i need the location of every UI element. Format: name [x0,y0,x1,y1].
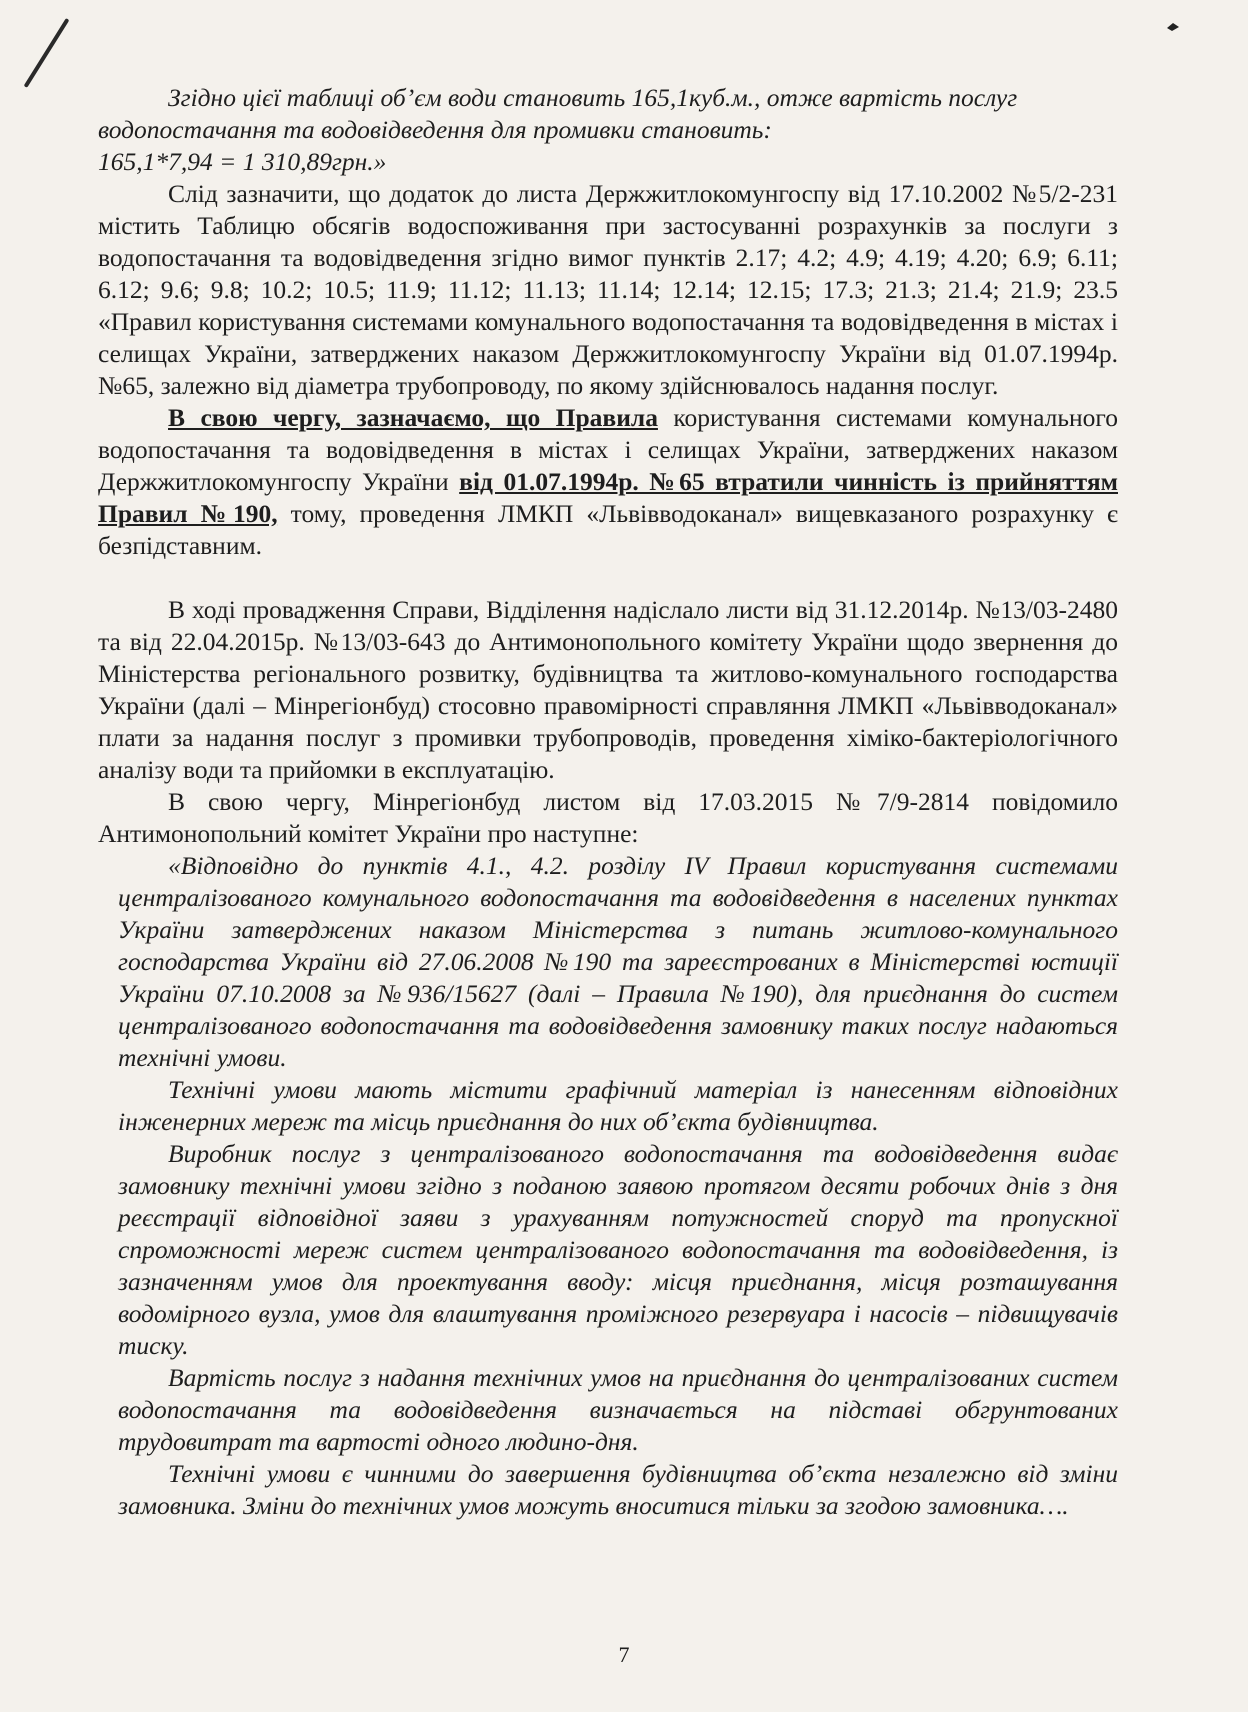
bold-underlined-text: від 01.07.1994р. №65 втратили чинність із прийняттям Правил №190, [98,467,1118,528]
quote-line: 165,1*7,94 = 1 310,89грн.» [98,147,387,176]
paragraph: Слід зазначити, що додаток до листа Держжитлокомунгоспу від 17.10.2002 №5/2-231 містить Таблицю обсягів водоспоживання при застосуванні розрахунків за послуги з водопостачання та водовідведення згідно вимог пунктів 2.17; 4.2; 4.9; 4.19; 4.20; 6.9; 6.11; 6.12; 9.6; 9.8; 10.2; 10.5; 11.9; 11.12; 11.13; 11.14; 12.14; 12.15; 17.3; 21.3; 21.4; 21.9; 23.5 «Правил користування системами комунального водопостачання та водовідведення в містах і селищах України, затверджених наказом Держжитлокомунгоспу України від 01.07.1994р. №65, залежно від діаметра трубопроводу, по якому здійснювалось надання послуг. [98,179,1118,400]
quote-paragraph: Вартість послуг з надання технічних умов на приєднання до централізованих систем водопостачання та водовідведення визначається на підставі обгрунтованих трудовитрат та вартості одного людино-дня. [118,1363,1118,1456]
paragraph [98,402,1118,562]
quote-paragraph: Технічні умови є чинними до завершення будівництва об’єкта незалежно від зміни замовника. Зміни до технічних умов можуть вноситися тільки за згодою замовника…. [118,1459,1118,1520]
quote-paragraph: «Відповідно до пунктів 4.1., 4.2. розділу IV Правил користування системами централізованого комунального водопостачання та водовідведення в населених пунктах України затверджених наказом Міністерства з питань житлово-комунального господарства України від 27.06.2008 №190 та зареєстрованих в Міністерстві юстиції України 07.10.2008 за №936/15627 (далі – Правила №190), для приєднання до систем централізованого водопостачання та водовідведення замовнику таких послуг надаються технічні умови. [118,851,1118,1072]
text-span: користування системами комунального водопостачання та водовідведення в містах і селищах України, затверджених наказом Держжитлокомунгоспу України [98,403,1119,496]
quote-paragraph: Виробник послуг з централізованого водопостачання та водовідведення видає замовнику технічні умови згідно з поданою заявою протягом десяти робочих днів з дня реєстрації відповідної заяви з урахуванням потужностей споруд та пропускної спроможності мереж систем централізованого водопостачання та водовідведення, із зазначенням умов для проектування вводу: місця приєднання, місця розташування водомірного вузла, умов для влаштування проміжного резервуара і насосів – підвищувачів тиску. [118,1139,1118,1360]
spacer [98,562,1118,594]
document-body [98,82,1118,1522]
bold-underlined-text: В свою чергу, зазначаємо, що Правила [168,403,658,432]
pen-dot [1166,22,1180,32]
paragraph: В свою чергу, Мінрегіонбуд листом від 17.03.2015 №7/9-2814 повідомило Антимонопольний комітет України про наступне: [98,787,1118,848]
paragraph: В ході провадження Справи, Відділення надіслало листи від 31.12.2014р. №13/03-2480 та від 22.04.2015р. №13/03-643 до Антимонопольного комітету України щодо звернення до Міністерства регіонального розвитку, будівництва та житлово-комунального господарства України (далі – Мінрегіонбуд) стосовно правомірності справляння ЛМКП «Львівводоканал» плати за надання послуг з промивки трубопроводів, проведення хіміко-бактеріологічного аналізу води та прийомки в експлуатацію. [98,595,1118,784]
quote-paragraph: Технічні умови мають містити графічний матеріал із нанесенням відповідних інженерних мереж та місць приєднання до них об’єкта будівництва. [118,1075,1118,1136]
quote-line: Згідно цієї таблиці об’єм води становить 165,1куб.м., отже вартість послуг [168,83,1018,112]
text-span: тому, проведення ЛМКП «Львівводоканал» вищевказаного розрахунку є безпідставним. [98,499,1118,560]
pen-mark [24,18,70,88]
quote-line: водопостачання та водовідведення для промивки становить: [98,115,772,144]
page-number: 7 [618,1642,630,1667]
